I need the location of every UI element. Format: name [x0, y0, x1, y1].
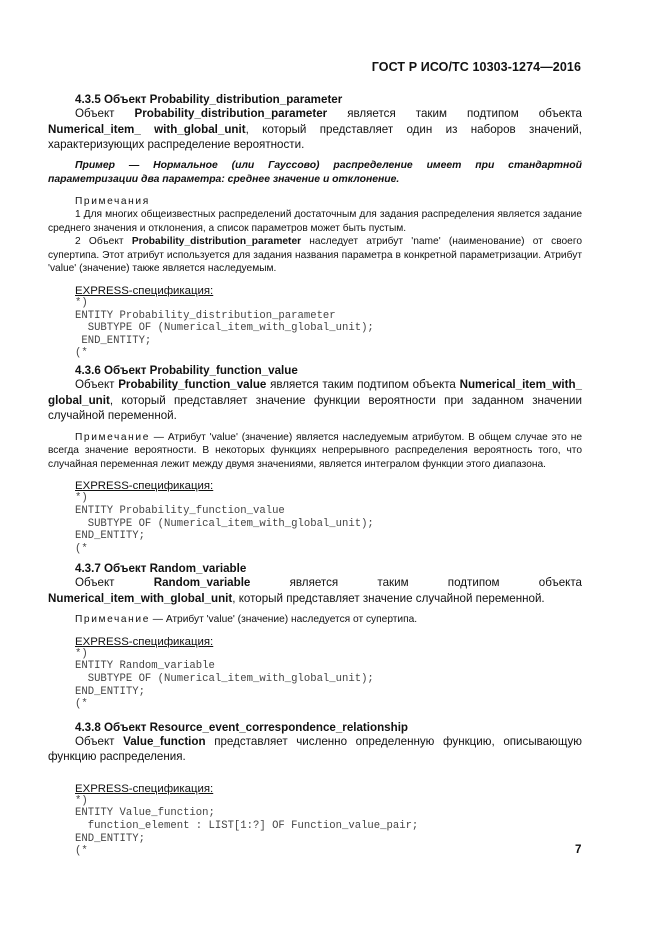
section-heading-4-3-8: 4.3.8 Объект Resource_event_correspondence_relationship [75, 720, 409, 734]
entity-name: Probability_distribution_parameter [134, 107, 328, 120]
section-4-3-6-description: Объект Probability_function_value является таким подтипом объекта Numerical_item_with_ global_unit, который представляет значение функции вероятности при заданном значении случайной переменной. [48, 378, 583, 423]
notes-title: Примечания [75, 195, 150, 207]
express-spec-label: EXPRESS-спецификация: [75, 480, 214, 493]
section-4-3-8-description: Объект Value_function представляет численно определенную функцию, описывающую функцию распределения. [48, 734, 582, 764]
example-text: Пример — Нормальное (или Гауссово) распределение имеет при стандартной параметризации два параметра: среднее значение и отклонение. [48, 159, 582, 185]
express-code: *) ENTITY Value_function; function_element : LIST[1:?] OF Function_value_pair; END_ENTITY; (* [75, 794, 419, 858]
note-2: 2 Объект Probability_distribution_parameter наследует атрибут 'name' (наименование) от своего супертипа. Этот атрибут используется для задания названия параметра в конкретной параметризации. Атрибут 'value' (значение) также является наследуемым. [48, 236, 582, 275]
express-spec-label: EXPRESS-спецификация: [75, 635, 214, 648]
supertype-name: Numerical_item_ with_global_unit [48, 122, 246, 136]
page-content [48, 88, 582, 858]
section-heading-4-3-6: 4.3.6 Объект Probability_function_value [75, 364, 298, 378]
express-code: *) ENTITY Probability_function_value SUBTYPE OF (Numerical_item_with_global_unit); END_ENTITY; (* [75, 492, 374, 555]
note: Примечание — Атрибут 'value' (значение) является наследуемым атрибутом. В общем случае это не всегда значение вероятности. В некоторых функциях непрерывного распределения вероятность того, что случайная переменная лежит между двумя значениями, является интегралом функции этого диапазона. [48, 431, 582, 470]
express-code: *) ENTITY Random_variable SUBTYPE OF (Numerical_item_with_global_unit); END_ENTITY; (* [75, 647, 374, 711]
section-heading-4-3-7: 4.3.7 Объект Random_variable [75, 562, 247, 576]
section-4-3-7-description: Объект Random_variable является таким подтипом объекта Numerical_item_with_global_unit, который представляет значение случайной переменной. [48, 576, 582, 605]
note-1: 1 Для многих общеизвестных распределений достаточным для задания распределения является задание среднего значения и отклонения, а список параметров может быть пустым. [48, 209, 582, 234]
section-heading-4-3-5: 4.3.5 Объект Probability_distribution_parameter [75, 93, 343, 106]
express-spec-label: EXPRESS-спецификация: [75, 782, 214, 795]
note: Примечание — Атрибут 'value' (значение) наследуется от супертипа. [75, 614, 418, 626]
document-id: ГОСТ Р ИСО/ТС 10303-1274—2016 [371, 60, 581, 74]
section-4-3-5-description: Объект Probability_distribution_parameter является таким подтипом объекта Numerical_item_ with_global_unit, который представляет один из наборов значений, характеризующих распределение вероятности. [48, 107, 582, 151]
express-spec-label: EXPRESS-спецификация: [75, 285, 214, 298]
express-code: *) ENTITY Probability_distribution_parameter SUBTYPE OF (Numerical_item_with_global_unit); END_ENTITY; (* [75, 297, 374, 360]
page-number: 7 [575, 843, 582, 856]
